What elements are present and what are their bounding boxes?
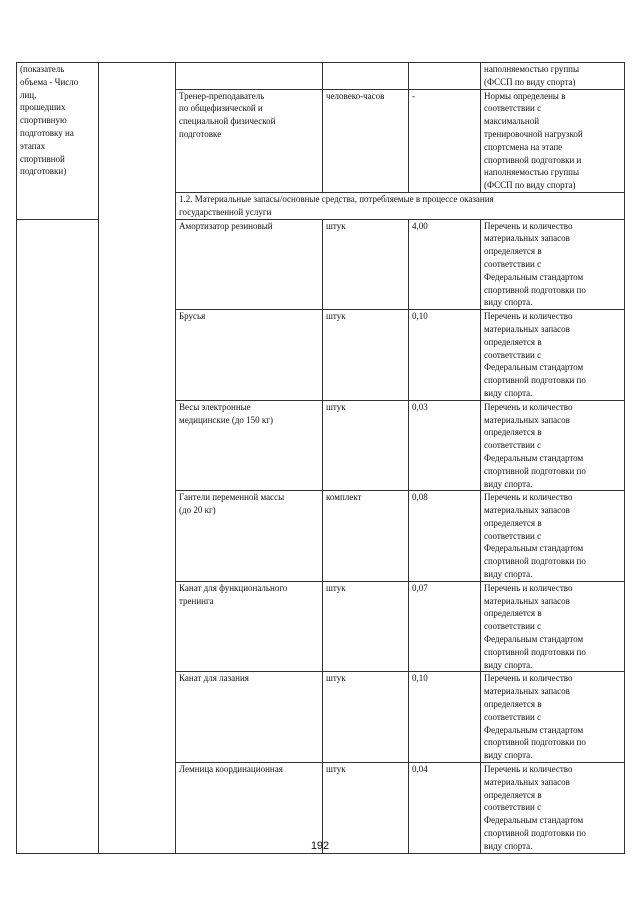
indicator-cell: (показатель объема - Число лиц, прошедших спортивную подготовку на этапах спортивной подготовки) [17, 63, 99, 220]
item-name-cell: Брусья [176, 310, 323, 401]
value-cell: 0,03 [409, 400, 481, 491]
indicator-cell [17, 219, 99, 853]
table-body [17, 63, 625, 854]
unit-cell: штук [323, 672, 409, 763]
value-cell: 0,10 [409, 672, 481, 763]
section-heading-cell: 1.2. Материальные запасы/основные средства, потребляемые в процессе оказания государственной услуги [176, 192, 625, 219]
note-cell: Перечень и количество материальных запасов определяется в соответствии с Федеральным стандартом спортивной подготовки по виду спорта. [481, 672, 625, 763]
unit-cell: штук [323, 763, 409, 854]
table-row [17, 63, 625, 90]
item-name-cell: Гантели переменной массы (до 20 кг) [176, 491, 323, 582]
value-cell [409, 63, 481, 90]
unit-cell: человеко-часов [323, 89, 409, 192]
value-cell: 4,00 [409, 219, 481, 310]
item-name-cell [176, 63, 323, 90]
norms-table [16, 62, 625, 854]
unit-cell: штук [323, 310, 409, 401]
note-cell: Перечень и количество материальных запасов определяется в соответствии с Федеральным стандартом спортивной подготовки по виду спорта. [481, 219, 625, 310]
value-cell: 0,10 [409, 310, 481, 401]
item-name-cell: Канат для лазания [176, 672, 323, 763]
unit-cell: штук [323, 581, 409, 672]
value-cell: 0,07 [409, 581, 481, 672]
note-cell: Перечень и количество материальных запасов определяется в соответствии с Федеральным стандартом спортивной подготовки по виду спорта. [481, 581, 625, 672]
item-name-cell: Тренер-преподаватель по общефизической и специальной физической подготовке [176, 89, 323, 192]
unit-cell: штук [323, 400, 409, 491]
note-cell: Перечень и количество материальных запасов определяется в соответствии с Федеральным стандартом спортивной подготовки по виду спорта. [481, 491, 625, 582]
note-cell: Перечень и количество материальных запасов определяется в соответствии с Федеральным стандартом спортивной подготовки по виду спорта. [481, 763, 625, 854]
note-cell: Перечень и количество материальных запасов определяется в соответствии с Федеральным стандартом спортивной подготовки по виду спорта. [481, 400, 625, 491]
unit-cell: комплект [323, 491, 409, 582]
note-cell: наполняемостью группы (ФССП по виду спорта) [481, 63, 625, 90]
item-name-cell: Амортизатор резиновый [176, 219, 323, 310]
note-cell: Нормы определены в соответствии с максимальной тренировочной нагрузкой спортсмена на этапе спортивной подготовки и наполняемостью группы (ФССП по виду спорта) [481, 89, 625, 192]
value-cell: - [409, 89, 481, 192]
empty-column-cell [99, 63, 176, 854]
item-name-cell: Лемница координационная [176, 763, 323, 854]
note-cell: Перечень и количество материальных запасов определяется в соответствии с Федеральным стандартом спортивной подготовки по виду спорта. [481, 310, 625, 401]
unit-cell: штук [323, 219, 409, 310]
page-number: 192 [310, 840, 330, 852]
unit-cell [323, 63, 409, 90]
value-cell: 0,04 [409, 763, 481, 854]
value-cell: 0,08 [409, 491, 481, 582]
item-name-cell: Весы электронные медицинские (до 150 кг) [176, 400, 323, 491]
item-name-cell: Канат для функционального тренинга [176, 581, 323, 672]
